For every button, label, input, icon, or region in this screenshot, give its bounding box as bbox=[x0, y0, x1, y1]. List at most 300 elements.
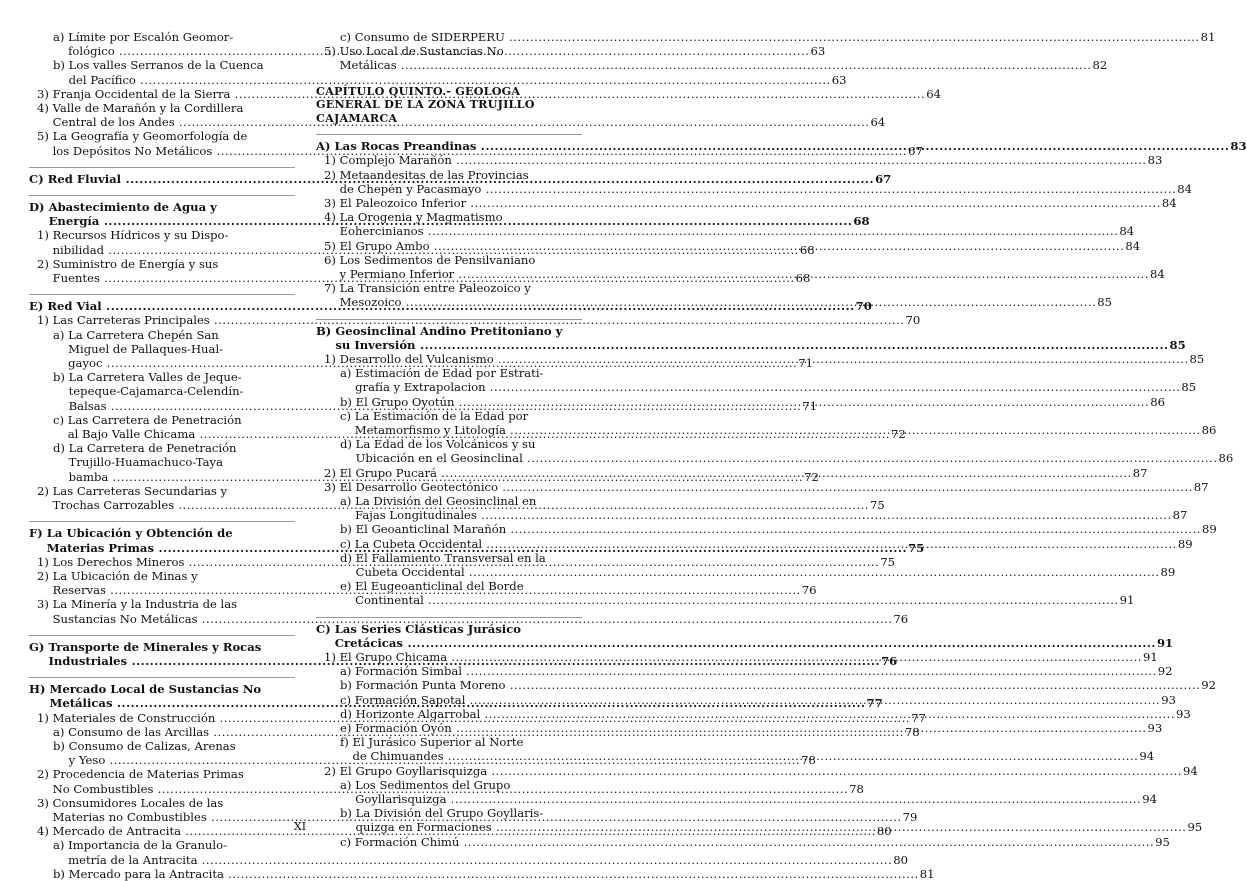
toc-entry-title: Las Carreteras Secundarias y bbox=[52, 483, 228, 498]
toc-entry-title: Energía ..... bbox=[49, 214, 853, 228]
toc-page-number: 76 bbox=[881, 653, 898, 668]
toc-page-number: 67 bbox=[908, 143, 923, 158]
toc-entry-title: Horizonte Algarrobal ..... bbox=[356, 707, 1175, 721]
toc-entry-title: La División del Geosinclinal en bbox=[355, 493, 537, 508]
toc-entry-title: Mercado Local de Sustancias No bbox=[49, 682, 262, 697]
toc-entry-title: La Carretera de Penetración bbox=[68, 441, 237, 456]
toc-entry-line bbox=[340, 764, 1198, 778]
toc-entry-title: Los valles Serranos de la Cuenca bbox=[68, 58, 264, 73]
toc-entry-title: nibilidad ..... bbox=[53, 243, 799, 257]
chapter-heading-line: CAJAMARCA bbox=[316, 110, 398, 125]
toc-entry-label: b) bbox=[340, 522, 356, 537]
toc-entry-title: Materias Primas ..... bbox=[47, 541, 907, 555]
toc-entry-label: 1) bbox=[37, 554, 53, 569]
toc-page-number: 85 bbox=[1189, 351, 1205, 366]
toc-entry-label: D) bbox=[29, 200, 49, 215]
toc-entry-label: b) bbox=[53, 866, 69, 881]
toc-entry-label: a) bbox=[53, 30, 69, 44]
toc-page-number: 87 bbox=[1172, 508, 1188, 523]
toc-entry-title: Mercado de Antracita ..... bbox=[53, 824, 876, 838]
toc-entry-title: de Chepén y Pacasmayo ..... bbox=[340, 182, 1177, 196]
toc-entry-line bbox=[340, 210, 1135, 224]
toc-entry-line bbox=[356, 806, 1203, 820]
toc-entry-label: 1) bbox=[324, 650, 340, 665]
toc-entry-label: a) bbox=[53, 724, 69, 739]
toc-entry-line bbox=[340, 224, 1135, 238]
toc-entry-line bbox=[68, 853, 908, 867]
toc-page-number: 86 bbox=[1218, 451, 1234, 466]
toc-entry-title: El Grupo Oyotún ..... bbox=[356, 395, 1150, 409]
toc-entry-line bbox=[355, 778, 1157, 792]
toc-entry-title: Balsas ..... bbox=[69, 399, 802, 413]
toc-page-number: 72 bbox=[891, 427, 906, 442]
toc-entry-label: 2) bbox=[37, 483, 53, 498]
toc-entry-line bbox=[356, 437, 1234, 451]
toc-entry-title: Los Derechos Mineros ..... bbox=[53, 555, 880, 569]
toc-entry-label: 2) bbox=[324, 763, 340, 778]
toc-entry-label: b) bbox=[340, 806, 356, 821]
toc-entry-label: a) bbox=[340, 366, 356, 381]
toc-entry-label: 2) bbox=[37, 767, 53, 782]
toc-page-number: 75 bbox=[869, 498, 885, 513]
toc-entry-label: c) bbox=[340, 408, 355, 423]
toc-entry-label: 3) bbox=[37, 795, 53, 810]
toc-entry-line bbox=[355, 835, 1170, 849]
toc-entry-title: Materias no Combustibles ..... bbox=[53, 810, 902, 824]
toc-entry-line bbox=[355, 579, 1134, 593]
toc-entry-title: Metálicas ..... bbox=[49, 696, 865, 710]
toc-entry-title: Consumo de Calizas, Arenas bbox=[68, 738, 236, 753]
toc-page-number: 84 bbox=[1161, 195, 1177, 210]
toc-entry-title: Las Carreteras Principales ..... bbox=[53, 313, 905, 327]
toc-entry-title: El Fallamiento Transversal en la bbox=[355, 550, 546, 565]
toc-page-number: 93 bbox=[1147, 721, 1163, 736]
toc-entry-label: e) bbox=[340, 721, 356, 736]
toc-page-number: 92 bbox=[1157, 664, 1173, 679]
toc-entry-line bbox=[335, 636, 1173, 650]
toc-entry-line bbox=[340, 44, 1108, 58]
toc-entry-title: Valle de Marañón y la Cordillera bbox=[52, 101, 244, 116]
toc-entry[interactable] bbox=[316, 366, 1197, 395]
toc-entry[interactable] bbox=[29, 866, 935, 881]
toc-page-number: 76 bbox=[893, 611, 909, 626]
toc-entry-title: Formación Punta Moreno ..... bbox=[356, 678, 1201, 692]
toc-entry-title: los Depósitos No Metálicos ..... bbox=[53, 144, 908, 158]
toc-entry-label: 4) bbox=[37, 101, 53, 116]
toc-page-number: 91 bbox=[1119, 593, 1135, 608]
toc-entry-line bbox=[340, 352, 1205, 366]
toc-entry-title: Franja Occidental de la Sierra ..... bbox=[53, 87, 926, 101]
toc-entry-line bbox=[340, 58, 1108, 72]
page-number: XI bbox=[293, 820, 307, 833]
toc-page-number: 78 bbox=[801, 753, 816, 768]
toc-entry-label: d) bbox=[53, 441, 69, 456]
toc-page-number: 80 bbox=[876, 824, 892, 839]
toc-entry-line bbox=[340, 196, 1177, 210]
toc-entry-title: Trochas Carrozables ..... bbox=[53, 498, 869, 512]
toc-entry-title: Formación Chimú ..... bbox=[355, 835, 1154, 849]
toc-entry-title: Desarrollo del Vulcanismo ..... bbox=[340, 352, 1189, 366]
toc-entry-title: gayoc ..... bbox=[68, 356, 797, 370]
toc-entry-title: La Cubeta Occidental ..... bbox=[355, 537, 1177, 551]
toc-entry-label: a) bbox=[53, 838, 69, 853]
toc-entry-label: C) bbox=[29, 171, 48, 186]
toc-entry-line bbox=[340, 466, 1148, 480]
toc-entry-label: E) bbox=[29, 299, 48, 314]
toc-page-number: 93 bbox=[1176, 706, 1191, 721]
toc-page-number: 79 bbox=[902, 809, 918, 824]
toc-entry-line bbox=[340, 295, 1112, 309]
toc-entry-line bbox=[355, 537, 1193, 551]
toc-page-number: 94 bbox=[1139, 749, 1155, 764]
toc-entry[interactable] bbox=[316, 30, 1216, 44]
toc-entry-title: La Minería y la Industria de las bbox=[52, 597, 238, 612]
toc-entry-title: Formación Simbal ..... bbox=[355, 664, 1157, 678]
toc-entry-title: El Jurásico Superior al Norte bbox=[352, 735, 524, 750]
toc-entry-label: c) bbox=[340, 30, 355, 44]
toc-entry-title: Las Carretera de Penetración bbox=[67, 412, 242, 427]
toc-page-number: 68 bbox=[799, 242, 815, 257]
toc-page-number: 91 bbox=[1156, 635, 1174, 650]
toc-entry-title: Consumo de SIDERPERU ..... bbox=[355, 30, 1200, 44]
toc-entry-title: Consumidores Locales de las bbox=[52, 795, 224, 810]
toc-page-number: 77 bbox=[911, 710, 926, 725]
toc-entry-label: b) bbox=[53, 58, 69, 73]
toc-entry-label: 1) bbox=[37, 228, 53, 243]
toc-entry-title: Fuentes ..... bbox=[53, 271, 795, 285]
toc-entry[interactable] bbox=[29, 313, 921, 328]
toc-entry-title: La Ubicación de Minas y bbox=[52, 568, 198, 583]
toc-entry-label: 4) bbox=[324, 210, 340, 225]
toc-entry-title: Continental ..... bbox=[355, 593, 1119, 607]
toc-entry-line bbox=[340, 182, 1192, 196]
toc-entry-line bbox=[335, 324, 1185, 338]
toc-entry-title: El Grupo Ambo ..... bbox=[340, 239, 1125, 253]
toc-entry-title: metría de la Antracita ..... bbox=[68, 853, 892, 867]
toc-entry-line bbox=[340, 153, 1163, 167]
toc-page-number: 70 bbox=[855, 299, 872, 314]
toc-entry-line bbox=[355, 423, 1217, 437]
toc-entry-label: b) bbox=[53, 738, 69, 753]
toc-entry-label: 3) bbox=[324, 479, 340, 494]
toc-entry-label: a) bbox=[53, 327, 69, 342]
toc-page-number: 84 bbox=[1150, 266, 1165, 281]
toc-entry-line bbox=[356, 551, 1176, 565]
toc-entry-label: 1) bbox=[37, 710, 53, 725]
toc-entry[interactable] bbox=[316, 834, 1170, 849]
toc-page-number: 75 bbox=[880, 554, 895, 569]
toc-page-number: 76 bbox=[801, 583, 817, 598]
toc-entry-label: c) bbox=[340, 536, 355, 551]
toc-entry-title: y Permiano Inferior ..... bbox=[340, 267, 1149, 281]
toc-entry-title: Las Rocas Preandinas ..... bbox=[335, 139, 1230, 153]
toc-entry-label: 4) bbox=[37, 824, 53, 839]
toc-page-number: 95 bbox=[1187, 820, 1203, 835]
toc-entry-line bbox=[340, 253, 1165, 267]
toc-entry-line bbox=[355, 30, 1216, 44]
toc-entry-line bbox=[335, 622, 1173, 636]
toc-entry-title: El Grupo Pucará ..... bbox=[340, 466, 1132, 480]
toc-entry-label: 3) bbox=[37, 597, 53, 612]
toc-page-number: 67 bbox=[875, 171, 892, 186]
toc-entry-title: Mesozoico ..... bbox=[340, 295, 1097, 309]
toc-entry-title: Industriales ..... bbox=[48, 654, 880, 668]
toc-entry-title: Trujillo-Huamachuco-Taya bbox=[68, 455, 224, 470]
toc-entry-title: Formación Oyón ..... bbox=[355, 721, 1146, 735]
toc-page-number: 77 bbox=[866, 696, 883, 711]
chapter-heading bbox=[316, 85, 582, 126]
toc-entry-title: La Edad de los Volcánicos y su bbox=[355, 437, 536, 452]
toc-page-number: 87 bbox=[1193, 479, 1209, 494]
toc-page-number: 94 bbox=[1142, 792, 1158, 807]
toc-entry-line bbox=[355, 508, 1187, 522]
toc-entry-line bbox=[353, 749, 1155, 763]
toc-page-number: 68 bbox=[795, 271, 811, 286]
toc-entry-line bbox=[356, 707, 1191, 721]
toc-entry-label: 1) bbox=[37, 313, 53, 328]
toc-page-number: 80 bbox=[893, 852, 909, 867]
toc-entry-title: Materiales de Construcción ..... bbox=[53, 711, 910, 725]
toc-entry-title: La Geografía y Geomorfología de bbox=[52, 129, 248, 144]
toc-entry-title: Los Sedimentos del Grupo bbox=[355, 777, 511, 792]
toc-entry-title: Abastecimiento de Agua y bbox=[48, 200, 217, 215]
toc-entry-label: 5) bbox=[37, 129, 53, 144]
toc-entry-label: 7) bbox=[324, 281, 340, 296]
toc-entry-title: tepeque-Cajamarca-Celendín- bbox=[68, 384, 244, 399]
toc-entry-label: c) bbox=[340, 692, 355, 707]
toc-page-number: 91 bbox=[1142, 650, 1158, 665]
toc-entry-title: Fajas Longitudinales ..... bbox=[355, 508, 1172, 522]
toc-entry[interactable] bbox=[316, 763, 1198, 778]
toc-page-number: 92 bbox=[1201, 678, 1217, 693]
toc-entry-label: e) bbox=[340, 579, 356, 594]
toc-entry-label: a) bbox=[340, 493, 356, 508]
toc-entry-title: Geosinclinal Andino Pretitoniano y bbox=[335, 323, 563, 338]
toc-entry-title: El Geoanticlinal Marañón ..... bbox=[356, 522, 1201, 536]
toc-entry-line bbox=[335, 139, 1247, 153]
toc-entry-title: Formación Sapotal ..... bbox=[355, 693, 1160, 707]
toc-entry-title: La Orogenia y Magmatismo bbox=[339, 210, 503, 225]
toc-page-number: 71 bbox=[802, 398, 818, 413]
toc-entry-title: Miguel de Pallaques-Hual- bbox=[68, 341, 224, 356]
toc-entry-title: La Estimación de la Edad por bbox=[354, 408, 529, 423]
toc-page-number: 93 bbox=[1161, 692, 1176, 707]
toc-entry-title: La Carretera Valles de Jeque- bbox=[68, 370, 242, 385]
toc-entry-title: Suministro de Energía y sus bbox=[52, 256, 219, 271]
toc-entry-line bbox=[355, 593, 1134, 607]
toc-page-number: 82 bbox=[1092, 58, 1108, 73]
toc-page-number: 63 bbox=[831, 72, 847, 87]
toc-page-number: 86 bbox=[1201, 422, 1217, 437]
toc-entry[interactable] bbox=[316, 437, 1234, 466]
toc-entry-line bbox=[69, 867, 935, 881]
toc-page-number: 87 bbox=[1132, 465, 1148, 480]
toc-page-number: 70 bbox=[905, 313, 921, 328]
toc-page-number: 81 bbox=[919, 866, 935, 881]
toc-entry-title: Complejo Marañón ..... bbox=[340, 153, 1147, 167]
toc-entry[interactable] bbox=[316, 153, 1163, 168]
toc-entry-label: 2) bbox=[37, 256, 53, 271]
toc-entry-label: 2) bbox=[324, 167, 340, 182]
toc-entry-title: La Transición entre Paleozoico y bbox=[339, 281, 531, 296]
toc-entry-label: b) bbox=[340, 394, 356, 409]
toc-entry-label: c) bbox=[340, 834, 355, 849]
toc-entry-label: d) bbox=[340, 437, 356, 452]
toc-entry-title: Transporte de Minerales y Rocas bbox=[48, 639, 262, 654]
toc-entry-title: Uso Local de Sustancias No bbox=[339, 44, 504, 59]
toc-entry-line bbox=[356, 395, 1165, 409]
toc-page-number: 64 bbox=[926, 86, 941, 101]
toc-entry-title: grafía y Extrapolacion ..... bbox=[355, 380, 1180, 394]
toc-entry-label: C) bbox=[316, 621, 335, 636]
toc-entry-label: b) bbox=[53, 370, 69, 385]
toc-entry-label: 3) bbox=[324, 195, 340, 210]
toc-entry-line bbox=[335, 338, 1185, 352]
toc-entry-line bbox=[355, 380, 1196, 394]
toc-entry-line bbox=[355, 664, 1172, 678]
toc-entry-title: Límite por Escalón Geomor- bbox=[68, 30, 234, 44]
toc-page-number: 72 bbox=[804, 469, 819, 484]
toc-entry-label: H) bbox=[29, 682, 50, 697]
toc-entry-line bbox=[356, 522, 1217, 536]
toc-entry-title: Cubeta Occidental ..... bbox=[356, 565, 1160, 579]
toc-entry-title: Metálicas ..... bbox=[340, 58, 1092, 72]
toc-entry-line bbox=[340, 650, 1158, 664]
toc-entry-line bbox=[340, 480, 1209, 494]
toc-entry-title: Eohercinianos ..... bbox=[340, 224, 1119, 238]
toc-entry-line bbox=[340, 267, 1165, 281]
toc-entry-title: del Pacífico ..... bbox=[69, 73, 831, 87]
toc-entry[interactable] bbox=[316, 664, 1173, 679]
toc-entry[interactable] bbox=[316, 678, 1217, 693]
toc-entry-title: Procedencia de Materias Primas bbox=[52, 767, 244, 782]
toc-entry-title: El Eugeoanticlinal del Borde bbox=[355, 579, 524, 594]
toc-entry-line bbox=[353, 735, 1155, 749]
toc-entry-line bbox=[355, 409, 1217, 423]
toc-entry-title: La Carretera Chepén San bbox=[68, 327, 219, 342]
toc-entry-title: El Grupo Chicama ..... bbox=[340, 650, 1142, 664]
toc-entry-title: La Ubicación y Obtención de bbox=[46, 526, 233, 541]
toc-page-number: 75 bbox=[908, 540, 925, 555]
toc-page-number: 85 bbox=[1181, 380, 1197, 395]
toc-page-number: 84 bbox=[1119, 224, 1135, 239]
toc-entry-label: f) bbox=[340, 735, 353, 750]
toc-entry-title: Recursos Hídricos y su Dispo- bbox=[52, 228, 229, 243]
toc-entry-title: El Desarrollo Geotectónico ..... bbox=[340, 480, 1193, 494]
toc-entry-title: Goyllarisquizga ..... bbox=[355, 792, 1141, 806]
chapter-heading-line: CAPÍTULO QUINTO.- GEOLOGA bbox=[316, 83, 521, 98]
toc-page-number: 89 bbox=[1177, 536, 1193, 551]
toc-page-number: 64 bbox=[870, 115, 886, 130]
toc-entry-label: 1) bbox=[324, 351, 340, 366]
toc-entry-label: 5) bbox=[324, 238, 340, 253]
toc-entry-label: c) bbox=[53, 412, 68, 427]
toc-page-number: 85 bbox=[1097, 295, 1113, 310]
toc-page-number: 95 bbox=[1155, 834, 1170, 849]
toc-page-number: 84 bbox=[1125, 238, 1141, 253]
toc-entry[interactable] bbox=[316, 479, 1209, 494]
toc-entry-title: El Grupo Goyllarisquizga ..... bbox=[340, 764, 1182, 778]
toc-entry-title: Red Fluvial ..... bbox=[48, 172, 874, 186]
toc-entry-line bbox=[355, 721, 1162, 735]
toc-entry-label: d) bbox=[340, 550, 356, 565]
toc-entry-title: su Inversión ..... bbox=[335, 338, 1168, 352]
toc-entry-title: Consumo de las Arcillas ..... bbox=[68, 725, 904, 739]
toc-page-number: 83 bbox=[1147, 153, 1163, 168]
toc-entry-label: F) bbox=[29, 526, 47, 541]
toc-entry-title: de Chimuandes ..... bbox=[353, 749, 1139, 763]
toc-entry-label: G) bbox=[29, 639, 49, 654]
toc-entry-title: Reservas ..... bbox=[53, 583, 801, 597]
toc-entry-title: La División del Grupo Goyllaris- bbox=[355, 806, 544, 821]
toc-entry-label: a) bbox=[340, 777, 356, 792]
toc-page-number: 83 bbox=[1230, 139, 1247, 154]
toc-page-number: 81 bbox=[1200, 30, 1216, 44]
toc-entry-label: 3) bbox=[37, 86, 53, 101]
toc-entry-title: y Yeso ..... bbox=[69, 753, 800, 767]
toc-page-number: 86 bbox=[1150, 394, 1166, 409]
toc-entry-label: a) bbox=[340, 664, 356, 679]
toc-entry-line bbox=[355, 792, 1157, 806]
toc-entry-title: Importancia de la Granulo- bbox=[68, 838, 228, 853]
toc-entry-line bbox=[356, 678, 1216, 692]
chapter-heading-line: GENERAL DE LA ZONA TRUJILLO bbox=[316, 97, 535, 112]
toc-entry-title: al Bajo Valle Chicama ..... bbox=[68, 427, 890, 441]
toc-entry-title: Metaandesitas de las Provincias bbox=[339, 167, 529, 182]
toc-entry-title: Estimación de Edad por Estrati- bbox=[355, 366, 544, 381]
toc-entry-title: Mercado para la Antracita ..... bbox=[69, 867, 919, 881]
toc-page-number: 84 bbox=[1177, 181, 1192, 196]
toc-page-number: 94 bbox=[1182, 763, 1198, 778]
toc-page-number: 78 bbox=[849, 781, 864, 796]
toc-entry-title: No Combustibles ..... bbox=[53, 782, 849, 796]
toc-page-number: 63 bbox=[810, 44, 826, 59]
toc-entry[interactable] bbox=[316, 522, 1217, 537]
toc-entry-label: d) bbox=[340, 706, 356, 721]
toc-entry-line bbox=[340, 168, 1192, 182]
toc-page-number: 71 bbox=[798, 356, 814, 371]
toc-entry-line bbox=[356, 451, 1234, 465]
toc-entry-title: El Paleozoico Inferior ..... bbox=[340, 196, 1161, 210]
toc-entry-label: 5) bbox=[324, 44, 340, 59]
toc-entry-label: A) bbox=[316, 139, 335, 154]
toc-entry-title: Las Series Clásticas Jurásico bbox=[334, 621, 522, 636]
toc-page-number: 78 bbox=[904, 724, 920, 739]
toc-page-number: 68 bbox=[853, 214, 870, 229]
toc-entry-title: fológico ..... bbox=[68, 44, 809, 58]
toc-entry-label: B) bbox=[316, 323, 336, 338]
toc-entry-title: quizga en Formaciones ..... bbox=[356, 820, 1187, 834]
toc-entry-title: Metamorfismo y Litología ..... bbox=[355, 423, 1201, 437]
toc-entry-line bbox=[355, 494, 1187, 508]
toc-entry-title: Central de los Andes ..... bbox=[53, 115, 870, 129]
toc-page-number: 89 bbox=[1201, 522, 1217, 537]
toc-entry-line bbox=[340, 281, 1112, 295]
toc-page-number: 85 bbox=[1169, 337, 1186, 352]
toc-entry-label: 2) bbox=[37, 568, 53, 583]
toc-page-number: 89 bbox=[1160, 565, 1176, 579]
toc-entry-line bbox=[340, 239, 1141, 253]
toc-entry-title: Ubicación en el Geosinclinal ..... bbox=[356, 451, 1218, 465]
toc-entry-label: b) bbox=[340, 678, 356, 693]
toc-entry-title: Cretácicas ..... bbox=[335, 636, 1156, 650]
toc-entry-line bbox=[355, 693, 1176, 707]
toc-entry-title: Red Vial ..... bbox=[47, 299, 854, 313]
toc-entry[interactable] bbox=[316, 195, 1177, 210]
toc-entry-label: 6) bbox=[324, 252, 340, 267]
toc-entry-title: bamba ..... bbox=[69, 470, 803, 484]
toc-entry-title: Sustancias No Metálicas ..... bbox=[53, 612, 893, 626]
